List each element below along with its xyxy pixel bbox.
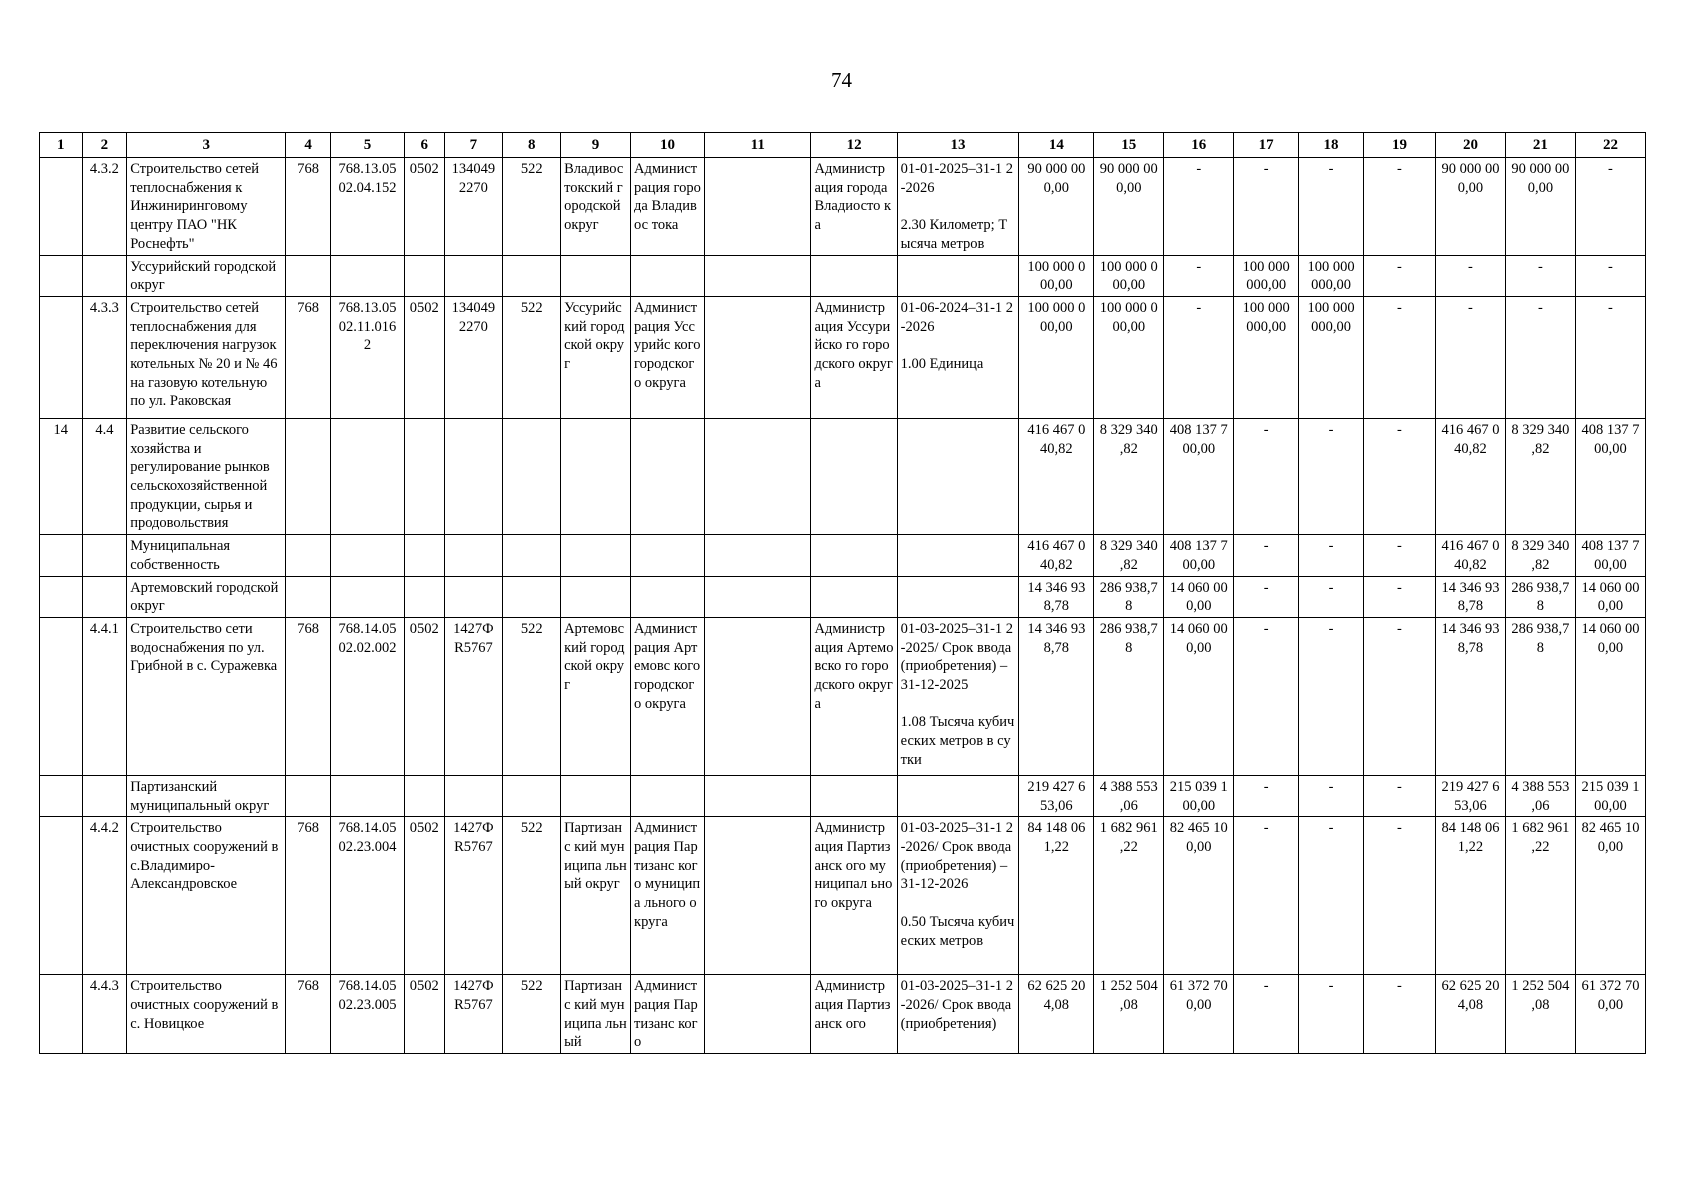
target-code (330, 255, 404, 296)
total-amount: 416 467 0 40,82 (1019, 418, 1094, 534)
empty-cell (705, 296, 811, 418)
amount-20: 416 467 0 40,82 (1435, 535, 1505, 576)
section-code: 0502 (404, 296, 444, 418)
row-number (40, 775, 83, 816)
item-code: 4.4.3 (82, 975, 127, 1054)
ministry-code: 768 (286, 817, 331, 975)
federal-amount: 14 060 00 0,00 (1164, 576, 1234, 617)
amount-17: - (1234, 975, 1299, 1054)
municipality (561, 255, 631, 296)
period-capacity (897, 775, 1019, 816)
table-row (40, 617, 1646, 775)
column-header-20: 20 (1435, 133, 1505, 158)
column-header-3: 3 (127, 133, 286, 158)
empty-cell (705, 817, 811, 975)
amount-21: 286 938,7 8 (1505, 576, 1575, 617)
row-number (40, 576, 83, 617)
ministry-code: 768 (286, 617, 331, 775)
cell-paragraph: 1.00 Единица (900, 356, 984, 373)
regional-amount: 286 938,7 8 (1094, 576, 1164, 617)
amount-17: 100 000 000,00 (1234, 255, 1299, 296)
expense-code: 1427Ф R5767 (444, 817, 503, 975)
expense-code (444, 255, 503, 296)
amount-19: - (1363, 158, 1435, 256)
amount-17: - (1234, 617, 1299, 775)
column-header-21: 21 (1505, 133, 1575, 158)
section-code: 0502 (404, 617, 444, 775)
item-code: 4.4.2 (82, 817, 127, 975)
type-code (503, 535, 561, 576)
item-name: Строительство сетей теплоснабжения для переключения нагрузок котельных № 20 и № 46 на газовую котельную по ул. Раковская (127, 296, 286, 418)
recipient (631, 535, 705, 576)
empty-cell (705, 535, 811, 576)
amount-21: - (1505, 296, 1575, 418)
item-code (82, 255, 127, 296)
column-header-14: 14 (1019, 133, 1094, 158)
type-code (503, 576, 561, 617)
target-code: 768.14.05 02.02.002 (330, 617, 404, 775)
amount-20: 84 148 06 1,22 (1435, 817, 1505, 975)
amount-19: - (1363, 617, 1435, 775)
amount-22: 215 039 1 00,00 (1575, 775, 1645, 816)
amount-21: 8 329 340 ,82 (1505, 535, 1575, 576)
federal-amount: - (1164, 296, 1234, 418)
cell-paragraph: 01-06-2024–31-1 2-2026 (900, 299, 1014, 335)
cell-paragraph: 01-03-2025–31-1 2-2026/ Срок ввода (приобретения) – 31-12-2026 (900, 820, 1014, 893)
amount-22: 14 060 00 0,00 (1575, 576, 1645, 617)
section-code (404, 775, 444, 816)
total-amount: 100 000 0 00,00 (1019, 296, 1094, 418)
row-number (40, 158, 83, 256)
amount-17: - (1234, 775, 1299, 816)
item-name: Развитие сельского хозяйства и регулирование рынков сельскохозяйственной продукции, сырья и продовольствия (127, 418, 286, 534)
amount-17: - (1234, 576, 1299, 617)
amount-19: - (1363, 255, 1435, 296)
item-code (82, 775, 127, 816)
regional-amount: 8 329 340 ,82 (1094, 418, 1164, 534)
empty-cell (705, 576, 811, 617)
column-header-5: 5 (330, 133, 404, 158)
amount-18: - (1299, 617, 1364, 775)
total-amount: 100 000 0 00,00 (1019, 255, 1094, 296)
cell-paragraph: 2.30 Километр; Тысяча метров (900, 217, 1008, 252)
federal-amount: 408 137 7 00,00 (1164, 535, 1234, 576)
column-header-16: 16 (1164, 133, 1234, 158)
amount-17: 100 000 000,00 (1234, 296, 1299, 418)
amount-19: - (1363, 535, 1435, 576)
period-capacity (897, 817, 1019, 975)
amount-18: - (1299, 775, 1364, 816)
regional-amount: 100 000 0 00,00 (1094, 296, 1164, 418)
municipality (561, 775, 631, 816)
amount-19: - (1363, 418, 1435, 534)
customer (811, 775, 897, 816)
period-capacity (897, 617, 1019, 775)
page-number: 74 (831, 68, 852, 92)
table-row (40, 975, 1646, 1054)
item-code: 4.4 (82, 418, 127, 534)
amount-21: 1 682 961 ,22 (1505, 817, 1575, 975)
type-code (503, 775, 561, 816)
column-header-9: 9 (561, 133, 631, 158)
table-row (40, 158, 1646, 256)
federal-amount: 61 372 70 0,00 (1164, 975, 1234, 1054)
federal-amount: 215 039 1 00,00 (1164, 775, 1234, 816)
recipient: Админист рация Артемовс кого городског о округа (631, 617, 705, 775)
column-header-12: 12 (811, 133, 897, 158)
total-amount: 84 148 06 1,22 (1019, 817, 1094, 975)
expense-code: 1427Ф R5767 (444, 617, 503, 775)
expense-code (444, 418, 503, 534)
amount-21: 286 938,7 8 (1505, 617, 1575, 775)
item-code: 4.4.1 (82, 617, 127, 775)
municipality (561, 535, 631, 576)
row-number (40, 817, 83, 975)
recipient (631, 418, 705, 534)
regional-amount: 1 252 504 ,08 (1094, 975, 1164, 1054)
amount-19: - (1363, 576, 1435, 617)
target-code: 768.14.05 02.23.005 (330, 975, 404, 1054)
empty-cell (705, 617, 811, 775)
period-capacity (897, 535, 1019, 576)
table-row (40, 418, 1646, 534)
amount-20: 416 467 0 40,82 (1435, 418, 1505, 534)
customer (811, 255, 897, 296)
cell-paragraph (901, 894, 1016, 913)
empty-cell (705, 975, 811, 1054)
federal-amount: 408 137 7 00,00 (1164, 418, 1234, 534)
customer: Администр ация города Владиосто ка (811, 158, 897, 256)
period-capacity (897, 296, 1019, 418)
total-amount: 219 427 6 53,06 (1019, 775, 1094, 816)
item-name: Уссурийский городской округ (127, 255, 286, 296)
target-code: 768.13.05 02.11.016 2 (330, 296, 404, 418)
amount-18: 100 000 000,00 (1299, 296, 1364, 418)
period-capacity (897, 418, 1019, 534)
table-row (40, 535, 1646, 576)
amount-20: 14 346 93 8,78 (1435, 576, 1505, 617)
column-header-4: 4 (286, 133, 331, 158)
section-code: 0502 (404, 158, 444, 256)
item-code (82, 535, 127, 576)
column-header-15: 15 (1094, 133, 1164, 158)
type-code: 522 (503, 975, 561, 1054)
ministry-code: 768 (286, 296, 331, 418)
customer: Администр ация Партизанск ого (811, 975, 897, 1054)
expense-code: 134049 2270 (444, 158, 503, 256)
amount-22: - (1575, 255, 1645, 296)
empty-cell (705, 418, 811, 534)
type-code: 522 (503, 817, 561, 975)
expense-code: 1427Ф R5767 (444, 975, 503, 1054)
municipality: Артемовс кий городской округ (561, 617, 631, 775)
table-body (40, 158, 1646, 1054)
ministry-code (286, 418, 331, 534)
column-header-2: 2 (82, 133, 127, 158)
amount-20: 14 346 93 8,78 (1435, 617, 1505, 775)
row-number (40, 255, 83, 296)
period-capacity (897, 576, 1019, 617)
expense-code (444, 775, 503, 816)
recipient: Админист рация города Владивос тока (631, 158, 705, 256)
item-code: 4.3.3 (82, 296, 127, 418)
recipient: Админист рация Партизанс кого муниципа льного округа (631, 817, 705, 975)
amount-22: - (1575, 296, 1645, 418)
cell-paragraph (901, 695, 1016, 714)
target-code (330, 535, 404, 576)
amount-20: - (1435, 296, 1505, 418)
ministry-code: 768 (286, 158, 331, 256)
customer (811, 535, 897, 576)
section-code: 0502 (404, 817, 444, 975)
table-row (40, 817, 1646, 975)
federal-amount: - (1164, 158, 1234, 256)
regional-amount: 1 682 961 ,22 (1094, 817, 1164, 975)
table-row (40, 775, 1646, 816)
empty-cell (705, 775, 811, 816)
recipient: Админист рация Уссурийс кого городског о округа (631, 296, 705, 418)
amount-17: - (1234, 158, 1299, 256)
empty-cell (705, 158, 811, 256)
table-row (40, 296, 1646, 418)
recipient (631, 775, 705, 816)
column-header-11: 11 (705, 133, 811, 158)
period-capacity (897, 158, 1019, 256)
municipality (561, 418, 631, 534)
period-capacity (897, 975, 1019, 1054)
section-code (404, 535, 444, 576)
table-row (40, 576, 1646, 617)
row-number (40, 296, 83, 418)
item-code: 4.3.2 (82, 158, 127, 256)
target-code: 768.14.05 02.23.004 (330, 817, 404, 975)
column-header-7: 7 (444, 133, 503, 158)
amount-19: - (1363, 775, 1435, 816)
amount-21: 8 329 340 ,82 (1505, 418, 1575, 534)
section-code (404, 576, 444, 617)
empty-cell (705, 255, 811, 296)
amount-18: - (1299, 975, 1364, 1054)
amount-21: - (1505, 255, 1575, 296)
type-code: 522 (503, 296, 561, 418)
regional-amount: 90 000 00 0,00 (1094, 158, 1164, 256)
amount-21: 1 252 504 ,08 (1505, 975, 1575, 1054)
amount-22: - (1575, 158, 1645, 256)
customer (811, 576, 897, 617)
customer (811, 418, 897, 534)
row-number (40, 975, 83, 1054)
column-header-19: 19 (1363, 133, 1435, 158)
amount-18: - (1299, 158, 1364, 256)
expense-code (444, 576, 503, 617)
ministry-code (286, 535, 331, 576)
type-code: 522 (503, 617, 561, 775)
header-row (40, 133, 1646, 158)
amount-22: 408 137 7 00,00 (1575, 418, 1645, 534)
amount-18: 100 000 000,00 (1299, 255, 1364, 296)
column-header-1: 1 (40, 133, 83, 158)
amount-21: 4 388 553 ,06 (1505, 775, 1575, 816)
amount-22: 82 465 10 0,00 (1575, 817, 1645, 975)
column-header-18: 18 (1299, 133, 1364, 158)
row-number: 14 (40, 418, 83, 534)
cell-paragraph: 01-03-2025–31-1 2-2025/ Срок ввода (приобретения) – 31-12-2025 (900, 620, 1014, 694)
regional-amount: 8 329 340 ,82 (1094, 535, 1164, 576)
target-code (330, 775, 404, 816)
table-row (40, 255, 1646, 296)
cell-paragraph: 1.08 Тысяча кубических метров в сутки (900, 714, 1015, 768)
item-name: Строительство очистных сооружений в с. Новицкое (127, 975, 286, 1054)
period-capacity (897, 255, 1019, 296)
municipality: Уссурийс кий городской округ (561, 296, 631, 418)
municipality: Партизанс кий муниципа льный (561, 975, 631, 1054)
regional-amount: 100 000 0 00,00 (1094, 255, 1164, 296)
customer: Администр ация Артемовско го городского округа (811, 617, 897, 775)
ministry-code (286, 775, 331, 816)
federal-amount: 14 060 00 0,00 (1164, 617, 1234, 775)
amount-20: 219 427 6 53,06 (1435, 775, 1505, 816)
total-amount: 416 467 0 40,82 (1019, 535, 1094, 576)
municipality: Владивос токский городской округ (561, 158, 631, 256)
item-code (82, 576, 127, 617)
total-amount: 62 625 20 4,08 (1019, 975, 1094, 1054)
column-header-10: 10 (631, 133, 705, 158)
amount-17: - (1234, 817, 1299, 975)
amount-19: - (1363, 817, 1435, 975)
customer: Администр ация Партизанск ого муниципал ьного округа (811, 817, 897, 975)
expense-code (444, 535, 503, 576)
column-header-8: 8 (503, 133, 561, 158)
row-number (40, 535, 83, 576)
column-header-6: 6 (404, 133, 444, 158)
cell-paragraph (901, 197, 1016, 216)
municipality (561, 576, 631, 617)
total-amount: 90 000 00 0,00 (1019, 158, 1094, 256)
federal-amount: - (1164, 255, 1234, 296)
amount-19: - (1363, 975, 1435, 1054)
amount-18: - (1299, 418, 1364, 534)
amount-20: 62 625 20 4,08 (1435, 975, 1505, 1054)
cell-paragraph: 01-01-2025–31-1 2-2026 (900, 161, 1014, 196)
amount-18: - (1299, 535, 1364, 576)
section-code (404, 255, 444, 296)
column-header-22: 22 (1575, 133, 1645, 158)
amount-21: 90 000 00 0,00 (1505, 158, 1575, 256)
column-header-13: 13 (897, 133, 1019, 158)
amount-22: 14 060 00 0,00 (1575, 617, 1645, 775)
section-code (404, 418, 444, 534)
row-number (40, 617, 83, 775)
recipient (631, 576, 705, 617)
amount-19: - (1363, 296, 1435, 418)
amount-17: - (1234, 535, 1299, 576)
amount-20: - (1435, 255, 1505, 296)
item-name: Муниципальная собственность (127, 535, 286, 576)
expense-code: 134049 2270 (444, 296, 503, 418)
amount-22: 61 372 70 0,00 (1575, 975, 1645, 1054)
regional-amount: 4 388 553 ,06 (1094, 775, 1164, 816)
recipient (631, 255, 705, 296)
item-name: Артемовский городской округ (127, 576, 286, 617)
item-name: Строительство сетей теплоснабжения к Инжиниринговому центру ПАО "НК Роснефть" (127, 158, 286, 256)
recipient: Админист рация Партизанс кого (631, 975, 705, 1054)
item-name: Строительство очистных сооружений в с.Владимиро-Александровское (127, 817, 286, 975)
cell-paragraph: 0.50 Тысяча кубических метров (900, 913, 1015, 949)
item-name: Строительство сети водоснабжения по ул. Грибной в с. Суражевка (127, 617, 286, 775)
type-code (503, 418, 561, 534)
regional-amount: 286 938,7 8 (1094, 617, 1164, 775)
amount-20: 90 000 00 0,00 (1435, 158, 1505, 256)
target-code (330, 418, 404, 534)
total-amount: 14 346 93 8,78 (1019, 576, 1094, 617)
section-code: 0502 (404, 975, 444, 1054)
ministry-code: 768 (286, 975, 331, 1054)
column-header-17: 17 (1234, 133, 1299, 158)
municipality: Партизанс кий муниципа льный округ (561, 817, 631, 975)
federal-amount: 82 465 10 0,00 (1164, 817, 1234, 975)
item-name: Партизанский муниципальный округ (127, 775, 286, 816)
amount-22: 408 137 7 00,00 (1575, 535, 1645, 576)
amount-18: - (1299, 817, 1364, 975)
cell-paragraph (901, 336, 1016, 355)
target-code: 768.13.05 02.04.152 (330, 158, 404, 256)
total-amount: 14 346 93 8,78 (1019, 617, 1094, 775)
target-code (330, 576, 404, 617)
budget-table (39, 132, 1646, 1054)
customer: Администр ация Уссурийско го городского округа (811, 296, 897, 418)
amount-17: - (1234, 418, 1299, 534)
amount-18: - (1299, 576, 1364, 617)
ministry-code (286, 576, 331, 617)
ministry-code (286, 255, 331, 296)
type-code (503, 255, 561, 296)
cell-paragraph: 01-03-2025–31-1 2-2026/ Срок ввода (приобретения) (900, 978, 1014, 1032)
type-code: 522 (503, 158, 561, 256)
